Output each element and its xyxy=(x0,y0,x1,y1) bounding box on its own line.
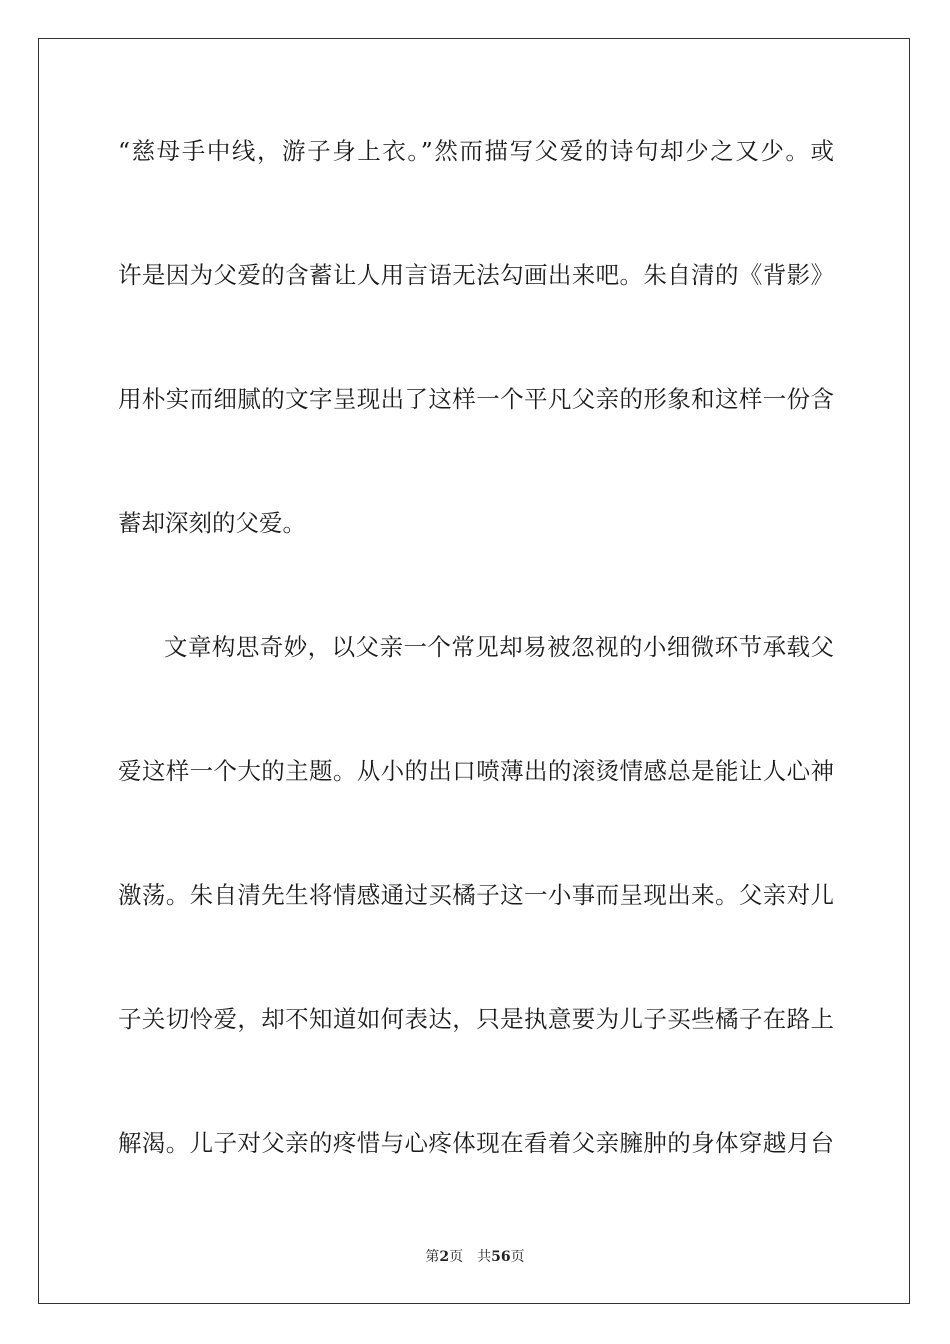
page-suffix: 页 xyxy=(449,1249,464,1265)
text-line: “慈母手中线，游子身上衣。”然而描写父爱的诗句却少之又少。或 xyxy=(118,137,834,165)
text-line: 蓄却深刻的父爱。 xyxy=(118,509,306,537)
text-line: 解渴。儿子对父亲的疼惜与心疼体现在看着父亲臃肿的身体穿越月台 xyxy=(118,1129,834,1157)
text-line: 许是因为父爱的含蓄让人用言语无法勾画出来吧。朱自清的《背影》 xyxy=(118,261,834,289)
text-line: 激荡。朱自清先生将情感通过买橘子这一小事而呈现出来。父亲对儿 xyxy=(118,881,834,909)
text-line: 爱这样一个大的主题。从小的出口喷薄出的滚烫情感总是能让人心神 xyxy=(118,757,834,785)
page-prefix: 第 xyxy=(425,1249,440,1265)
text-line: 用朴实而细腻的文字呈现出了这样一个平凡父亲的形象和这样一份含 xyxy=(118,385,834,413)
total-pages: 56 xyxy=(491,1249,511,1265)
text-line: 子关切怜爱，却不知道如何表达，只是执意要为儿子买些橘子在路上 xyxy=(118,1005,834,1033)
page-border xyxy=(38,38,910,1304)
total-prefix: 共 xyxy=(477,1249,492,1265)
total-suffix: 页 xyxy=(510,1249,525,1265)
page-footer xyxy=(0,1246,950,1266)
page-number: 2 xyxy=(439,1249,450,1265)
text-line: 文章构思奇妙，以父亲一个常见却易被忽视的小细微环节承载父 xyxy=(164,633,834,661)
